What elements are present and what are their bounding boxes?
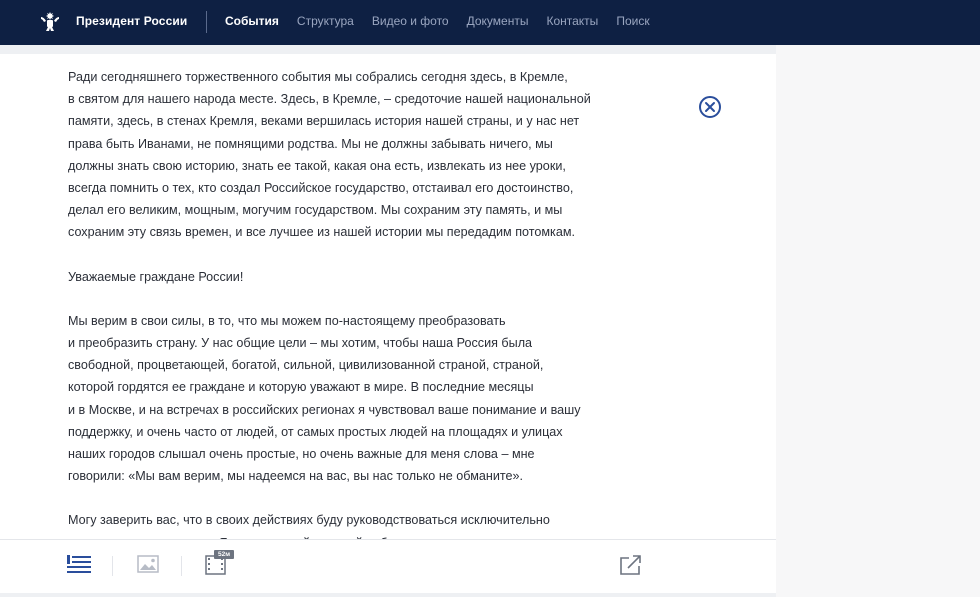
emblem-icon[interactable] bbox=[38, 9, 62, 33]
nav-item-events[interactable]: События bbox=[225, 14, 279, 28]
text-line: поддержку, и очень часто от людей, от самых простых людей на площадях и улицах bbox=[68, 424, 563, 439]
text-line: делал его великим, мощным, могучим государством. Мы сохраним эту память, и мы bbox=[68, 203, 563, 218]
article-toolbar bbox=[0, 539, 776, 593]
text-line: должны знать свою историю, знать ее такой, какая она есть, извлекать из нее уроки, bbox=[68, 158, 566, 173]
close-icon[interactable] bbox=[698, 95, 722, 119]
text-line: права быть Иванами, не помнящими родства. Мы не должны забывать ничего, мы bbox=[68, 136, 553, 151]
text-line: Ради сегодняшнего торжественного события мы собрались сегодня здесь, в Кремле, bbox=[68, 70, 568, 84]
main-nav bbox=[225, 14, 668, 28]
text-line: Могу заверить вас, что в своих действиях буду руководствоваться исключительно bbox=[68, 513, 550, 528]
text-icon[interactable] bbox=[67, 554, 91, 576]
text-line: свободной, процветающей, богатой, сильной, цивилизованной страной, страной, bbox=[68, 358, 544, 373]
article-panel bbox=[0, 54, 776, 592]
text-line: всегда помнить о тех, кто создал Российское государство, отстаивал его достоинство, bbox=[68, 181, 574, 196]
text-line: в святом для нашего народа месте. Здесь, в Кремле, – средоточие нашей национальной bbox=[68, 92, 591, 107]
video-duration-badge: 52м bbox=[217, 551, 231, 558]
nav-item-structure[interactable]: Структура bbox=[296, 14, 354, 28]
article-text bbox=[68, 66, 668, 539]
article-paragraph-1 bbox=[68, 66, 668, 244]
video-button[interactable] bbox=[205, 550, 235, 576]
text-line: которой гордятся ее граждане и которую уважают в мире. В последние месяцы bbox=[68, 380, 534, 395]
top-navigation-bar bbox=[0, 0, 980, 45]
text-line: и преобразить страну. У нас общие цели – мы хотим, чтобы наша Россия была bbox=[68, 336, 533, 351]
page-background bbox=[776, 45, 980, 597]
article-paragraph-2 bbox=[68, 266, 668, 288]
nav-item-search[interactable]: Поиск bbox=[616, 14, 650, 28]
nav-item-contacts[interactable]: Контакты bbox=[546, 14, 599, 28]
site-title[interactable]: Президент России bbox=[76, 14, 188, 28]
text-line: сохраним эту связь времен, и все лучшее из нашей истории мы передадим потомкам. bbox=[68, 225, 576, 240]
text-line: Уважаемые граждане России! bbox=[68, 269, 244, 284]
photo-icon[interactable] bbox=[137, 554, 159, 574]
article-paragraph-3 bbox=[68, 310, 668, 488]
toolbar-divider bbox=[181, 556, 182, 576]
nav-item-video-photo[interactable]: Видео и фото bbox=[371, 14, 449, 28]
text-line: и в Москве, и на встречах в российских регионах я чувствовал ваше понимание и вашу bbox=[68, 402, 581, 417]
header-divider bbox=[206, 11, 207, 33]
text-line: наших городов слышал очень простые, но очень важные для меня слова – мне bbox=[68, 447, 535, 462]
toolbar-divider bbox=[112, 556, 113, 576]
text-line: Мы верим в свои силы, в то, что мы можем по-настоящему преобразовать bbox=[68, 313, 506, 328]
text-line: памяти, здесь, в стенах Кремля, веками вершилась история нашей страны, и у нас нет bbox=[68, 114, 580, 129]
text-line: говорили: «Мы вам верим, мы надеемся на вас, вы нас только не обманите». bbox=[68, 469, 523, 484]
share-icon[interactable] bbox=[619, 553, 643, 577]
nav-item-documents[interactable]: Документы bbox=[466, 14, 529, 28]
